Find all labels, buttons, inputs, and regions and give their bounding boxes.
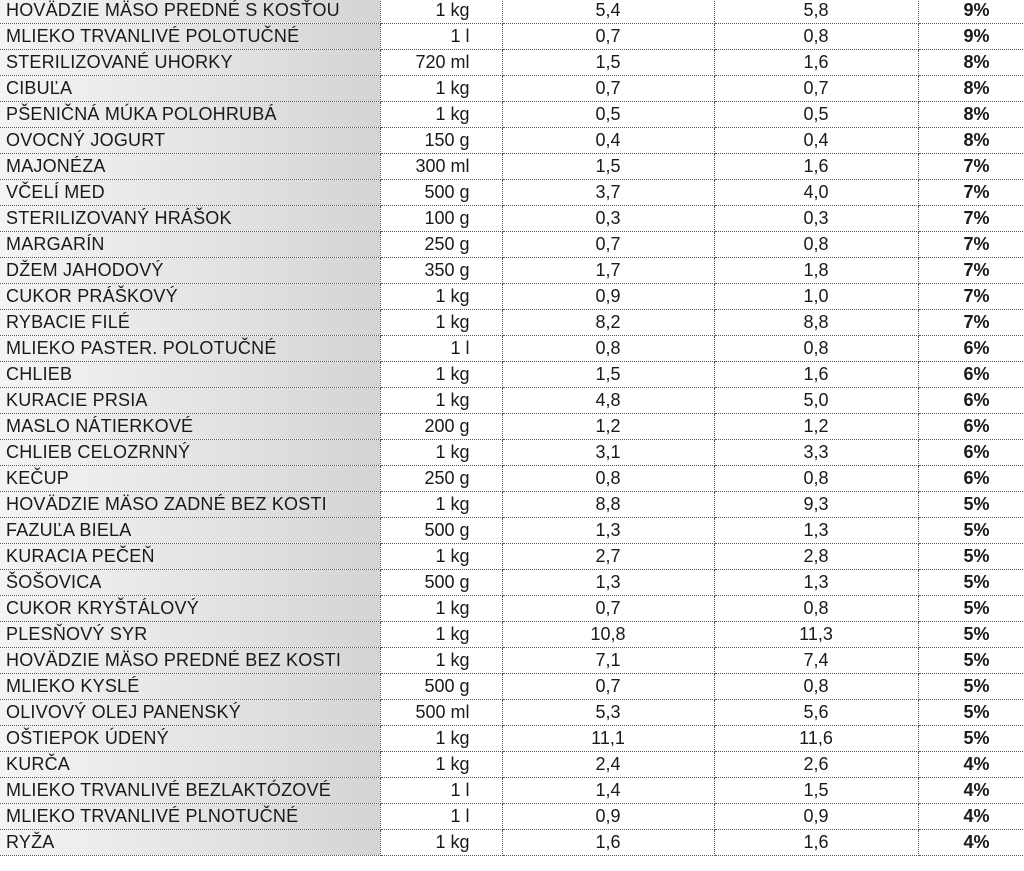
unit-size: 1 l: [380, 804, 502, 830]
unit-size: 1 l: [380, 24, 502, 50]
price-new: 1,3: [714, 570, 918, 596]
table-row: [0, 258, 1024, 284]
product-name: KEČUP: [0, 466, 380, 492]
product-name: ŠOŠOVICA: [0, 570, 380, 596]
product-name: HOVÄDZIE MÄSO ZADNÉ BEZ KOSTI: [0, 492, 380, 518]
price-change-percent: 5%: [918, 726, 1024, 752]
price-old: 0,7: [502, 596, 714, 622]
price-new: 8,8: [714, 310, 918, 336]
unit-size: 250 g: [380, 232, 502, 258]
product-name: MLIEKO TRVANLIVÉ PLNOTUČNÉ: [0, 804, 380, 830]
price-new: 1,6: [714, 362, 918, 388]
price-new: 1,6: [714, 50, 918, 76]
price-new: 1,5: [714, 778, 918, 804]
price-new: 0,3: [714, 206, 918, 232]
product-name: FAZUĽA BIELA: [0, 518, 380, 544]
table-row: [0, 414, 1024, 440]
price-change-percent: 6%: [918, 388, 1024, 414]
price-change-percent: 8%: [918, 102, 1024, 128]
price-old: 4,8: [502, 388, 714, 414]
price-change-percent: 6%: [918, 466, 1024, 492]
table-row: [0, 674, 1024, 700]
price-new: 2,6: [714, 752, 918, 778]
product-name: DŽEM JAHODOVÝ: [0, 258, 380, 284]
price-old: 5,4: [502, 0, 714, 24]
unit-size: 1 kg: [380, 726, 502, 752]
price-old: 1,7: [502, 258, 714, 284]
price-old: 1,3: [502, 570, 714, 596]
price-change-percent: 8%: [918, 76, 1024, 102]
table-row: [0, 596, 1024, 622]
product-name: KURČA: [0, 752, 380, 778]
unit-size: 1 kg: [380, 362, 502, 388]
price-new: 7,4: [714, 648, 918, 674]
table-row: [0, 102, 1024, 128]
price-old: 0,8: [502, 466, 714, 492]
table-row: [0, 128, 1024, 154]
price-old: 5,3: [502, 700, 714, 726]
table-row: [0, 154, 1024, 180]
unit-size: 1 kg: [380, 622, 502, 648]
product-name: OŠTIEPOK ÚDENÝ: [0, 726, 380, 752]
table-row: [0, 726, 1024, 752]
price-old: 0,5: [502, 102, 714, 128]
price-new: 0,8: [714, 336, 918, 362]
table-row: [0, 50, 1024, 76]
price-change-percent: 9%: [918, 0, 1024, 24]
product-name: CIBUĽA: [0, 76, 380, 102]
unit-size: 1 kg: [380, 310, 502, 336]
unit-size: 100 g: [380, 206, 502, 232]
price-old: 10,8: [502, 622, 714, 648]
price-change-percent: 9%: [918, 24, 1024, 50]
unit-size: 1 kg: [380, 0, 502, 24]
price-change-percent: 5%: [918, 596, 1024, 622]
unit-size: 1 kg: [380, 648, 502, 674]
product-name: VČELÍ MED: [0, 180, 380, 206]
price-old: 2,4: [502, 752, 714, 778]
table-row: [0, 180, 1024, 206]
price-new: 0,5: [714, 102, 918, 128]
price-old: 0,7: [502, 232, 714, 258]
price-change-percent: 5%: [918, 570, 1024, 596]
price-change-percent: 4%: [918, 804, 1024, 830]
product-name: MLIEKO TRVANLIVÉ POLOTUČNÉ: [0, 24, 380, 50]
price-new: 11,6: [714, 726, 918, 752]
product-name: CUKOR PRÁŠKOVÝ: [0, 284, 380, 310]
price-old: 0,4: [502, 128, 714, 154]
price-old: 1,6: [502, 830, 714, 856]
price-new: 0,8: [714, 232, 918, 258]
price-new: 0,4: [714, 128, 918, 154]
table-row: [0, 388, 1024, 414]
price-new: 2,8: [714, 544, 918, 570]
table-row: [0, 544, 1024, 570]
unit-size: 1 kg: [380, 284, 502, 310]
product-name: KURACIA PEČEŇ: [0, 544, 380, 570]
product-name: MLIEKO KYSLÉ: [0, 674, 380, 700]
table-row: [0, 648, 1024, 674]
table-row: [0, 206, 1024, 232]
table-row: [0, 310, 1024, 336]
price-new: 5,6: [714, 700, 918, 726]
unit-size: 500 g: [380, 674, 502, 700]
product-name: HOVÄDZIE MÄSO PREDNÉ S KOSŤOU: [0, 0, 380, 24]
unit-size: 1 kg: [380, 830, 502, 856]
table-row: [0, 284, 1024, 310]
table-row: [0, 24, 1024, 50]
price-old: 0,7: [502, 24, 714, 50]
price-new: 5,8: [714, 0, 918, 24]
table-row: [0, 492, 1024, 518]
price-old: 0,3: [502, 206, 714, 232]
table-row: [0, 778, 1024, 804]
price-new: 0,7: [714, 76, 918, 102]
price-old: 1,5: [502, 50, 714, 76]
price-new: 0,9: [714, 804, 918, 830]
price-new: 5,0: [714, 388, 918, 414]
price-change-percent: 5%: [918, 518, 1024, 544]
unit-size: 1 kg: [380, 440, 502, 466]
product-name: STERILIZOVANÉ UHORKY: [0, 50, 380, 76]
price-change-percent: 7%: [918, 180, 1024, 206]
unit-size: 250 g: [380, 466, 502, 492]
price-old: 0,7: [502, 76, 714, 102]
table-row: [0, 336, 1024, 362]
unit-size: 500 g: [380, 180, 502, 206]
price-change-percent: 5%: [918, 648, 1024, 674]
price-new: 9,3: [714, 492, 918, 518]
price-change-percent: 6%: [918, 414, 1024, 440]
unit-size: 500 g: [380, 518, 502, 544]
price-old: 1,2: [502, 414, 714, 440]
unit-size: 200 g: [380, 414, 502, 440]
table-row: [0, 466, 1024, 492]
table-row: [0, 362, 1024, 388]
price-new: 1,6: [714, 830, 918, 856]
product-name: CHLIEB: [0, 362, 380, 388]
price-old: 7,1: [502, 648, 714, 674]
table-row: [0, 752, 1024, 778]
price-change-percent: 4%: [918, 752, 1024, 778]
price-change-percent: 7%: [918, 258, 1024, 284]
table-row: [0, 622, 1024, 648]
unit-size: 1 kg: [380, 752, 502, 778]
price-change-percent: 5%: [918, 492, 1024, 518]
price-new: 1,2: [714, 414, 918, 440]
unit-size: 1 kg: [380, 102, 502, 128]
table-row: [0, 232, 1024, 258]
unit-size: 1 kg: [380, 544, 502, 570]
price-old: 8,2: [502, 310, 714, 336]
price-new: 1,0: [714, 284, 918, 310]
product-name: MAJONÉZA: [0, 154, 380, 180]
unit-size: 1 kg: [380, 388, 502, 414]
price-old: 1,4: [502, 778, 714, 804]
price-change-percent: 8%: [918, 50, 1024, 76]
price-change-percent: 6%: [918, 336, 1024, 362]
price-old: 0,8: [502, 336, 714, 362]
unit-size: 1 kg: [380, 596, 502, 622]
price-new: 0,8: [714, 596, 918, 622]
product-name: MARGARÍN: [0, 232, 380, 258]
price-old: 1,5: [502, 154, 714, 180]
price-new: 11,3: [714, 622, 918, 648]
product-name: RYŽA: [0, 830, 380, 856]
price-change-percent: 5%: [918, 622, 1024, 648]
price-old: 0,9: [502, 804, 714, 830]
price-change-percent: 6%: [918, 440, 1024, 466]
price-change-percent: 7%: [918, 310, 1024, 336]
price-new: 4,0: [714, 180, 918, 206]
unit-size: 1 l: [380, 336, 502, 362]
table-row: [0, 830, 1024, 856]
unit-size: 300 ml: [380, 154, 502, 180]
price-old: 8,8: [502, 492, 714, 518]
table-row: [0, 700, 1024, 726]
price-old: 3,7: [502, 180, 714, 206]
price-new: 0,8: [714, 674, 918, 700]
price-change-percent: 8%: [918, 128, 1024, 154]
price-old: 0,7: [502, 674, 714, 700]
price-new: 0,8: [714, 24, 918, 50]
product-name: PLESŇOVÝ SYR: [0, 622, 380, 648]
product-name: RYBACIE FILÉ: [0, 310, 380, 336]
unit-size: 500 g: [380, 570, 502, 596]
price-old: 0,9: [502, 284, 714, 310]
table-row: [0, 440, 1024, 466]
table-row: [0, 804, 1024, 830]
product-name: HOVÄDZIE MÄSO PREDNÉ BEZ KOSTI: [0, 648, 380, 674]
unit-size: 350 g: [380, 258, 502, 284]
price-new: 3,3: [714, 440, 918, 466]
product-name: STERILIZOVANÝ HRÁŠOK: [0, 206, 380, 232]
product-name: KURACIE PRSIA: [0, 388, 380, 414]
price-new: 1,8: [714, 258, 918, 284]
unit-size: 1 kg: [380, 76, 502, 102]
product-name: CUKOR KRYŠTÁLOVÝ: [0, 596, 380, 622]
unit-size: 1 l: [380, 778, 502, 804]
table-row: [0, 0, 1024, 24]
price-new: 0,8: [714, 466, 918, 492]
price-change-percent: 7%: [918, 154, 1024, 180]
price-change-percent: 7%: [918, 206, 1024, 232]
product-name: OVOCNÝ JOGURT: [0, 128, 380, 154]
table-row: [0, 518, 1024, 544]
product-name: CHLIEB CELOZRNNÝ: [0, 440, 380, 466]
price-old: 1,5: [502, 362, 714, 388]
price-old: 11,1: [502, 726, 714, 752]
price-change-percent: 5%: [918, 674, 1024, 700]
price-new: 1,3: [714, 518, 918, 544]
product-name: MLIEKO TRVANLIVÉ BEZLAKTÓZOVÉ: [0, 778, 380, 804]
price-old: 1,3: [502, 518, 714, 544]
price-change-percent: 4%: [918, 778, 1024, 804]
price-change-percent: 5%: [918, 544, 1024, 570]
product-name: MLIEKO PASTER. POLOTUČNÉ: [0, 336, 380, 362]
price-change-percent: 7%: [918, 284, 1024, 310]
unit-size: 500 ml: [380, 700, 502, 726]
unit-size: 150 g: [380, 128, 502, 154]
table-row: [0, 570, 1024, 596]
unit-size: 720 ml: [380, 50, 502, 76]
price-change-percent: 5%: [918, 700, 1024, 726]
table-row: [0, 76, 1024, 102]
product-name: PŠENIČNÁ MÚKA POLOHRUBÁ: [0, 102, 380, 128]
product-name: OLIVOVÝ OLEJ PANENSKÝ: [0, 700, 380, 726]
price-old: 3,1: [502, 440, 714, 466]
unit-size: 1 kg: [380, 492, 502, 518]
price-change-percent: 6%: [918, 362, 1024, 388]
price-change-percent: 7%: [918, 232, 1024, 258]
price-change-percent: 4%: [918, 830, 1024, 856]
price-old: 2,7: [502, 544, 714, 570]
price-new: 1,6: [714, 154, 918, 180]
product-name: MASLO NÁTIERKOVÉ: [0, 414, 380, 440]
